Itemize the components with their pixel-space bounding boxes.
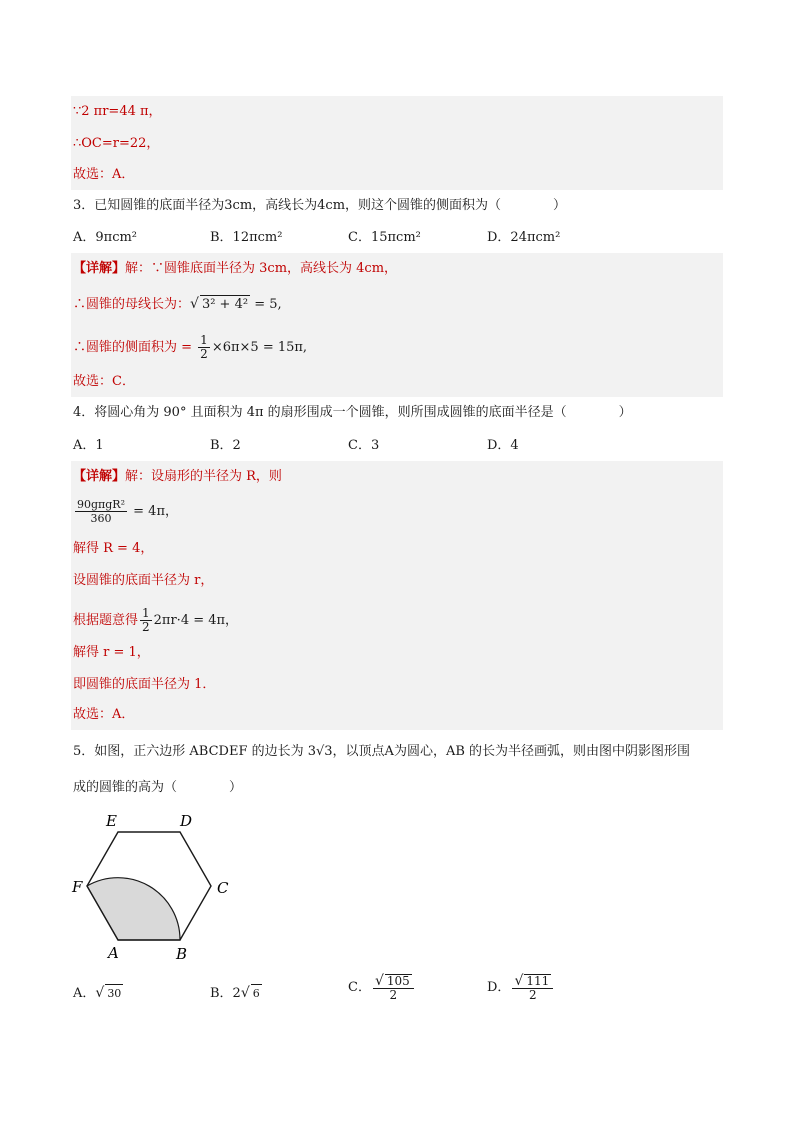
vertex-label-C: C — [217, 879, 229, 897]
question-5-stem-line1: 5．如图，正六边形 ABCDEF 的边长为 3√3，以顶点A为圆心，AB 的长为半径画弧，则由图中阴影图形围 — [73, 744, 691, 759]
detail-tag: 【详解】 — [73, 469, 126, 484]
detail-intro: 解：∵圆锥底面半径为 3cm，高线长为 4cm， — [125, 261, 398, 276]
by-problem-expr: 2πr·4 = 4π， — [153, 613, 239, 628]
equation-denominator: 360 — [90, 512, 112, 525]
q4-detail-line — [73, 468, 282, 486]
vertex-label-D: D — [180, 812, 193, 830]
fraction-denominator: 2 — [200, 347, 208, 361]
vertex-label-A: A — [108, 944, 119, 962]
question-5-stem-line2: 成的圆锥的高为（ ） — [73, 780, 243, 795]
q5-option-a: A．√ 30 — [73, 985, 122, 1001]
q4-option-a: A．1 — [73, 438, 104, 453]
hexagon-figure — [60, 805, 250, 965]
solution-answer: 故选：A． — [73, 167, 135, 182]
q4-let-r: 设圆锥的底面半径为 r， — [73, 573, 214, 588]
detail-intro: 解：设扇形的半径为 R，则 — [125, 469, 282, 484]
q3-detail-line — [73, 260, 397, 278]
vertex-label-E: E — [106, 812, 117, 830]
solution-band-top — [71, 96, 723, 190]
fraction-numerator: 1 — [142, 606, 150, 620]
shaded-sector — [87, 878, 180, 940]
q4-conclusion: 即圆锥的底面半径为 1． — [73, 677, 216, 692]
solution-line: ∵2 πr=44 π， — [73, 104, 162, 119]
fraction-denominator: 2 — [142, 620, 150, 634]
equation-numerator: 90gπgR² — [77, 498, 126, 511]
q3-lateral-line — [73, 334, 307, 361]
vertex-label-B: B — [176, 945, 188, 963]
q4-solve-r: 解得 r = 1， — [73, 645, 150, 660]
generatrix-expr: 3² + 4² — [201, 297, 249, 312]
solution-line: ∴OC=r=22， — [73, 136, 160, 151]
detail-tag: 【详解】 — [73, 261, 126, 276]
lateral-label: ∴圆锥的侧面积为 = — [73, 340, 197, 355]
q3-answer: 故选：C． — [73, 374, 135, 389]
q4-by-problem-line — [73, 607, 238, 634]
generatrix-result: = 5, — [250, 297, 282, 312]
q4-equation-line — [73, 498, 178, 525]
q4-option-c: C．3 — [348, 438, 380, 453]
q5-option-c: C． $\frac{√ 105}{2}$ — [348, 974, 416, 1002]
by-problem-label: 根据题意得 — [73, 613, 139, 628]
q3-option-b: B．12πcm² — [210, 230, 283, 245]
q3-option-d: D．24πcm² — [487, 230, 561, 245]
q4-option-d: D．4 — [487, 438, 519, 453]
q4-solve-R: 解得 R = 4， — [73, 541, 154, 556]
question-3-stem: 3．已知圆锥的底面半径为3cm，高线长为4cm，则这个圆锥的侧面积为（ ） — [73, 198, 567, 213]
generatrix-label: ∴圆锥的母线长为： — [73, 297, 191, 312]
vertex-label-F: F — [72, 878, 83, 896]
lateral-expr: ×6π×5 = 15π, — [211, 340, 308, 355]
q4-answer: 故选：A． — [73, 707, 135, 722]
q5-option-d: D． $\frac{√ 111}{2}$ — [487, 974, 555, 1002]
q3-option-a: A．9πcm² — [73, 230, 138, 245]
q5-option-b: B．2√ 6 — [210, 985, 260, 1001]
q3-option-c: C．15πcm² — [348, 230, 421, 245]
q4-option-b: B．2 — [210, 438, 241, 453]
question-4-stem: 4．将圆心角为 90° 且面积为 4π 的扇形围成一个圆锥，则所围成圆锥的底面半径是（ ） — [73, 405, 632, 420]
q3-generatrix-line: ∴圆锥的母线长为：√ 3² + 4² = 5, — [73, 296, 282, 312]
fraction-numerator: 1 — [200, 333, 208, 347]
equation-rhs: = 4π， — [129, 504, 178, 519]
